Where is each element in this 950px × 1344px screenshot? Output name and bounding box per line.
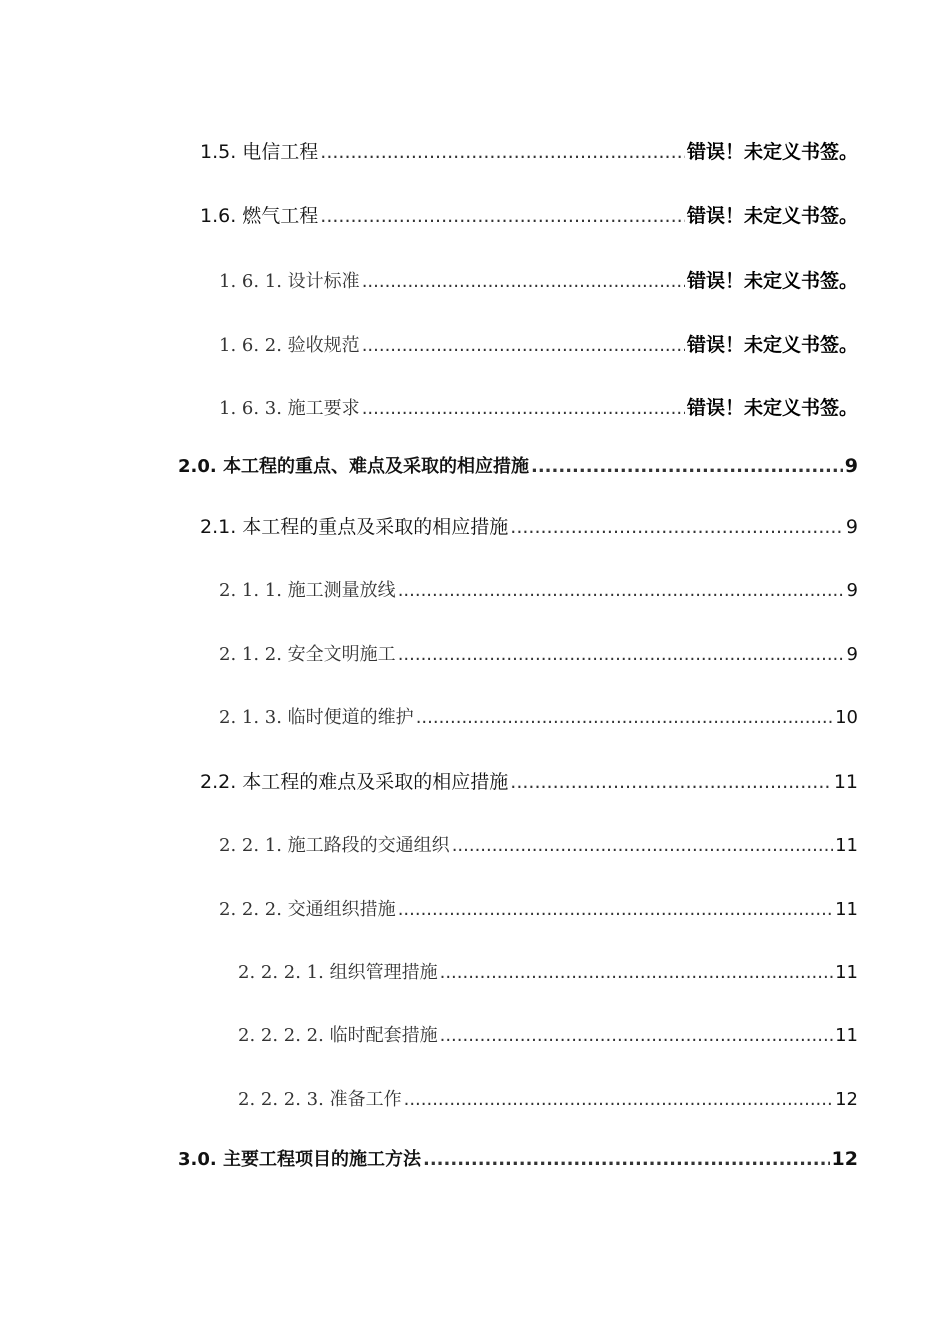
toc-entry-page: 错误！未定义书签。 [686, 141, 858, 163]
toc-entry-title: 2.1. 本工程的重点及采取的相应措施 [200, 516, 509, 538]
toc-entry-title: 1. 6. 2. 验收规范 [219, 335, 360, 356]
toc-leader [320, 201, 685, 231]
toc-entry[interactable] [238, 958, 858, 988]
toc-leader [362, 331, 685, 361]
toc-entry[interactable] [219, 831, 858, 861]
toc-entry-title: 2. 1. 1. 施工测量放线 [219, 580, 396, 601]
toc-entry-page: 9 [845, 516, 858, 538]
toc-leader [510, 512, 844, 542]
toc-entry[interactable] [238, 1021, 858, 1051]
toc-entry-page: 错误！未定义书签。 [686, 270, 858, 292]
toc-leader [404, 1085, 834, 1115]
toc-entry-page: 11 [835, 899, 858, 920]
toc-leader [320, 137, 685, 167]
toc-entry[interactable] [219, 640, 858, 670]
toc-leader [416, 703, 833, 733]
toc-entry-page: 11 [835, 835, 858, 856]
toc-entry-title: 2. 2. 2. 交通组织措施 [219, 899, 396, 920]
toc-entry-title: 2. 2. 2. 1. 组织管理措施 [238, 962, 438, 983]
toc-entry[interactable] [178, 1144, 858, 1174]
toc-entry-title: 2.2. 本工程的难点及采取的相应措施 [200, 771, 509, 793]
toc-entry-page: 11 [835, 962, 858, 983]
toc-entry[interactable] [200, 512, 858, 542]
toc-entry-page: 12 [831, 1148, 858, 1170]
toc-entry[interactable] [200, 767, 858, 797]
toc-entry[interactable] [219, 330, 858, 360]
toc-entry[interactable] [219, 576, 858, 606]
toc-entry-title: 2. 2. 2. 3. 准备工作 [238, 1089, 402, 1110]
toc-entry-title: 2.0. 本工程的重点、难点及采取的相应措施 [178, 456, 529, 477]
toc-entry[interactable] [219, 266, 858, 296]
toc-entry[interactable] [200, 201, 858, 231]
toc-entry-title: 2. 2. 1. 施工路段的交通组织 [219, 835, 450, 856]
toc-entry[interactable] [238, 1085, 858, 1115]
toc-entry-page: 10 [835, 707, 858, 728]
toc-entry-title: 2. 1. 3. 临时便道的维护 [219, 707, 414, 728]
toc-entry-page: 12 [835, 1089, 858, 1110]
toc-entry-page: 错误！未定义书签。 [686, 397, 858, 419]
toc-leader [423, 1145, 830, 1175]
toc-entry-page: 9 [844, 455, 858, 477]
toc-leader [531, 452, 843, 482]
toc-leader [362, 394, 685, 424]
toc-leader [362, 267, 685, 297]
toc-entry-page: 9 [846, 644, 858, 665]
toc-entry-page: 11 [835, 1025, 858, 1046]
toc-entry-title: 1. 6. 3. 施工要求 [219, 398, 360, 419]
toc-leader [440, 958, 834, 988]
toc-entry-title: 1.5. 电信工程 [200, 141, 319, 163]
toc-entry-title: 2. 1. 2. 安全文明施工 [219, 644, 396, 665]
toc-entry-page: 11 [833, 771, 858, 793]
toc-entry[interactable] [178, 451, 858, 481]
toc-entry[interactable] [219, 703, 858, 733]
toc-leader [510, 767, 832, 797]
toc-entry-title: 1.6. 燃气工程 [200, 205, 319, 227]
toc-leader [452, 831, 833, 861]
toc-entry[interactable] [200, 137, 858, 167]
toc-entry-title: 3.0. 主要工程项目的施工方法 [178, 1149, 421, 1170]
toc-entry[interactable] [219, 393, 858, 423]
toc-leader [440, 1021, 834, 1051]
toc-entry-title: 2. 2. 2. 2. 临时配套措施 [238, 1025, 438, 1046]
toc-entry-page: 错误！未定义书签。 [686, 205, 858, 227]
toc-entry-page: 9 [846, 580, 858, 601]
toc-entry[interactable] [219, 895, 858, 925]
toc-leader [398, 895, 833, 925]
toc-entry-title: 1. 6. 1. 设计标准 [219, 271, 360, 292]
toc-entry-page: 错误！未定义书签。 [686, 334, 858, 356]
toc-leader [398, 576, 845, 606]
toc-leader [398, 640, 845, 670]
